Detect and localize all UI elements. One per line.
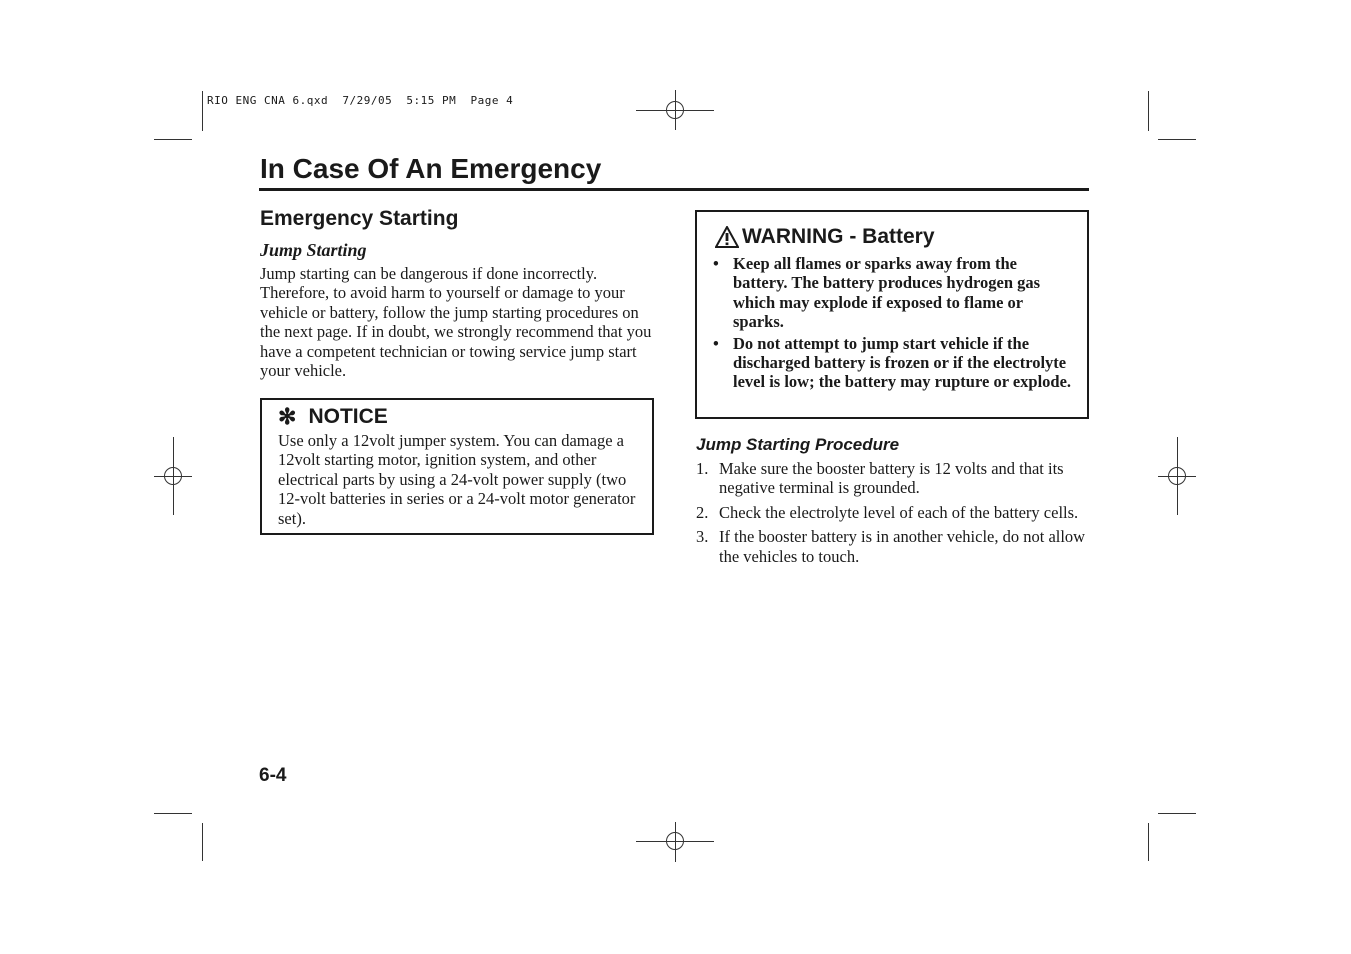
list-item	[713, 254, 1073, 332]
list-item	[696, 503, 1086, 522]
subsection-title: Jump Starting	[260, 240, 367, 260]
warning-triangle-icon	[715, 226, 739, 248]
page-number: 6-4	[259, 765, 287, 786]
step-number: 3.	[696, 527, 709, 547]
notice-header	[278, 404, 388, 430]
crop-mark	[1148, 91, 1149, 131]
warning-item-text: Do not attempt to jump start vehicle if the discharged battery is frozen or if the electrolyte level is low; the battery may rupture or explode.	[733, 333, 1072, 392]
registration-circle	[666, 101, 684, 119]
list-item	[696, 459, 1086, 498]
procedure-title: Jump Starting Procedure	[696, 435, 900, 454]
warning-title: WARNING - Battery	[742, 225, 935, 248]
warning-box	[695, 210, 1089, 419]
bullet-icon: •	[713, 254, 719, 273]
crop-mark	[154, 813, 192, 814]
procedure-steps	[696, 459, 1086, 571]
notice-title: NOTICE	[308, 405, 388, 428]
step-text: If the booster battery is in another vehicle, do not allow the vehicles to touch.	[719, 527, 1086, 566]
step-text: Make sure the booster battery is 12 volts and that its negative terminal is grounded.	[719, 459, 1064, 498]
crop-mark	[1158, 813, 1196, 814]
step-number: 1.	[696, 459, 709, 478]
registration-circle	[164, 467, 182, 485]
bullet-icon: •	[713, 333, 719, 353]
crop-mark	[154, 139, 192, 140]
section-title: Emergency Starting	[260, 207, 459, 230]
intro-paragraph: Jump starting can be dangerous if done incorrectly. Therefore, to avoid harm to yourself or damage to your vehicle or battery, follow the jump starting procedures on the next page. If in doubt, we strongly recommend that you have a competent technician or towing service jump start your vehicle.	[260, 264, 652, 381]
list-item	[713, 334, 1073, 392]
registration-circle	[666, 832, 684, 850]
list-item	[696, 527, 1086, 566]
step-text: Check the electrolyte level of each of the battery cells.	[719, 502, 1079, 522]
crop-mark	[202, 91, 203, 131]
warning-item-text: Keep all flames or sparks away from the battery. The battery produces hydrogen gas which may explode if exposed to flame or sparks.	[733, 254, 1041, 332]
notice-text: Use only a 12volt jumper system. You can damage a 12volt starting motor, ignition system, and other electrical parts by using a 24-volt power supply (two 12-volt batteries in series or a 24-volt motor generator set).	[278, 431, 636, 528]
registration-circle	[1168, 467, 1186, 485]
page-title: In Case Of An Emergency	[260, 153, 602, 184]
crop-mark	[1158, 139, 1196, 140]
notice-box	[260, 398, 654, 535]
step-number: 2.	[696, 502, 709, 522]
notice-asterisk-icon: ✻	[278, 404, 297, 429]
print-slug: RIO ENG CNA 6.qxd 7/29/05 5:15 PM Page 4	[207, 94, 514, 107]
title-rule	[259, 188, 1089, 191]
crop-mark	[1148, 823, 1149, 861]
warning-header	[715, 224, 935, 250]
warning-list	[713, 254, 1073, 394]
crop-mark	[202, 823, 203, 861]
